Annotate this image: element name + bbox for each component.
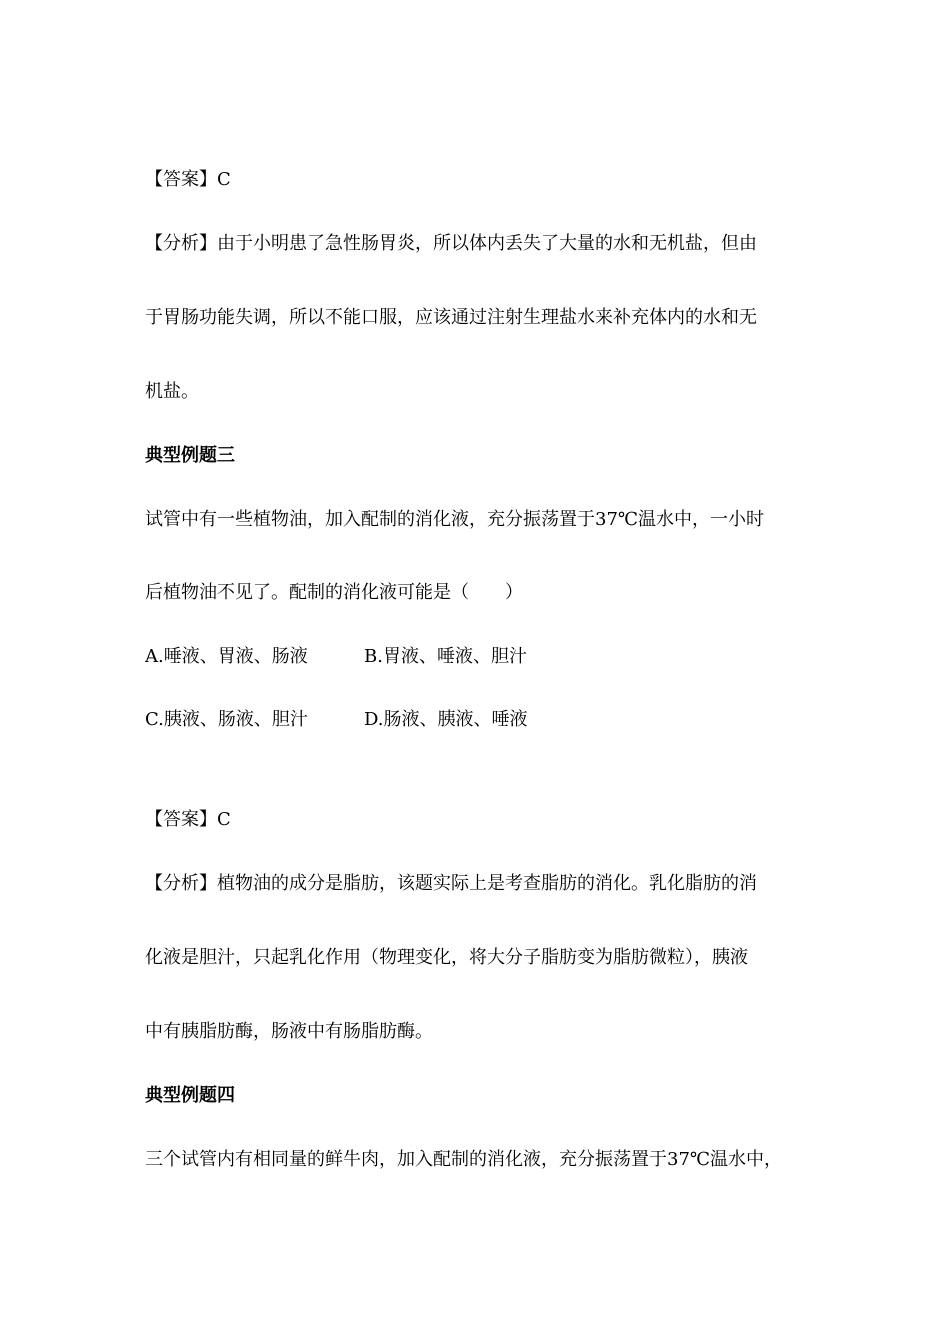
analysis-line: 【分析】植物油的成分是脂肪，该题实际上是考查脂肪的消化。乳化脂肪的消 xyxy=(145,873,757,894)
options-row xyxy=(145,708,528,732)
question-line: 后植物油不见了。配制的消化液可能是（ ） xyxy=(145,582,523,603)
analysis-line: 【分析】由于小明患了急性肠胃炎，所以体内丢失了大量的水和无机盐，但由 xyxy=(145,233,757,254)
options-row xyxy=(145,645,527,669)
analysis-line: 机盐。 xyxy=(145,381,199,402)
option-c: C.胰液、肠液、胆汁 xyxy=(145,709,308,730)
option-a: A.唾液、胃液、肠液 xyxy=(145,646,308,667)
answer-label: 【答案】C xyxy=(145,169,231,190)
answer-label: 【答案】C xyxy=(145,809,231,830)
section-heading: 典型例题三 xyxy=(145,445,235,466)
analysis-line: 于胃肠功能失调，所以不能口服，应该通过注射生理盐水来补充体内的水和无 xyxy=(145,307,757,328)
option-d: D.肠液、胰液、唾液 xyxy=(364,709,528,730)
question-line: 试管中有一些植物油，加入配制的消化液，充分振荡置于37℃温水中，一小时 xyxy=(145,509,765,530)
analysis-line: 中有胰脂肪酶，肠液中有肠脂肪酶。 xyxy=(145,1021,433,1042)
question-line: 三个试管内有相同量的鲜牛肉，加入配制的消化液，充分振荡置于37℃温水中， xyxy=(145,1149,783,1170)
option-b: B.胃液、唾液、胆汁 xyxy=(364,646,527,667)
analysis-line: 化液是胆汁，只起乳化作用（物理变化，将大分子脂肪变为脂肪微粒），胰液 xyxy=(145,947,748,968)
section-heading: 典型例题四 xyxy=(145,1085,235,1106)
